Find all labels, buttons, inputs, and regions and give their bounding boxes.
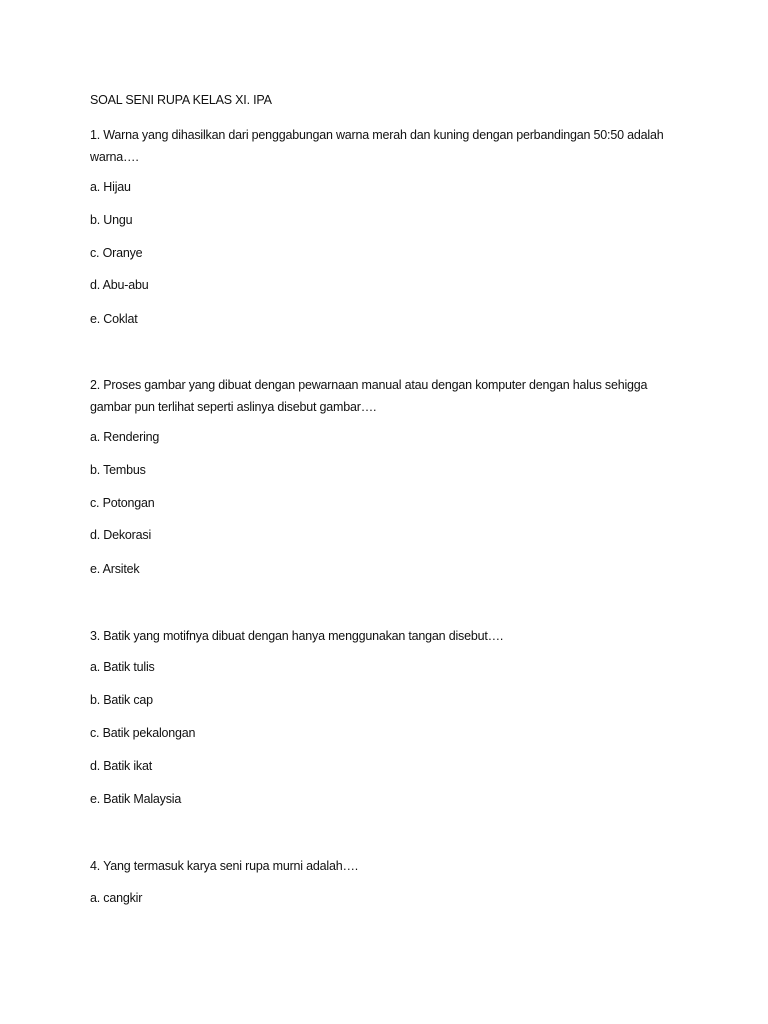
question-1: 1. Warna yang dihasilkan dari penggabungan warna merah dan kuning dengan perbandingan 50:50 adalah warna…. — [90, 128, 664, 164]
question-1-option-c: c. Oranye — [90, 246, 143, 260]
question-2-option-b: b. Tembus — [90, 463, 146, 477]
question-3-option-a: a. Batik tulis — [90, 660, 155, 674]
question-4-option-a: a. cangkir — [90, 891, 143, 905]
question-1-option-d: d. Abu-abu — [90, 278, 149, 292]
question-2-option-e: e. Arsitek — [90, 562, 140, 576]
document-title: SOAL SENI RUPA KELAS XI. IPA — [90, 93, 272, 107]
question-2-option-c: c. Potongan — [90, 496, 155, 510]
question-3-option-b: b. Batik cap — [90, 693, 153, 707]
question-2-option-d: d. Dekorasi — [90, 528, 152, 542]
question-3-option-e: e. Batik Malaysia — [90, 792, 182, 806]
question-1-option-a: a. Hijau — [90, 180, 131, 194]
question-3-option-c: c. Batik pekalongan — [90, 726, 196, 740]
question-2-option-a: a. Rendering — [90, 430, 160, 444]
question-4: 4. Yang termasuk karya seni rupa murni adalah…. — [90, 859, 359, 873]
question-2: 2. Proses gambar yang dibuat dengan pewarnaan manual atau dengan komputer dengan halus sehigga gambar pun terlihat seperti aslinya disebut gambar…. — [90, 378, 648, 414]
question-1-option-e: e. Coklat — [90, 312, 138, 326]
question-3: 3. Batik yang motifnya dibuat dengan hanya menggunakan tangan disebut…. — [90, 629, 504, 643]
question-1-option-b: b. Ungu — [90, 213, 133, 227]
question-3-option-d: d. Batik ikat — [90, 759, 153, 773]
